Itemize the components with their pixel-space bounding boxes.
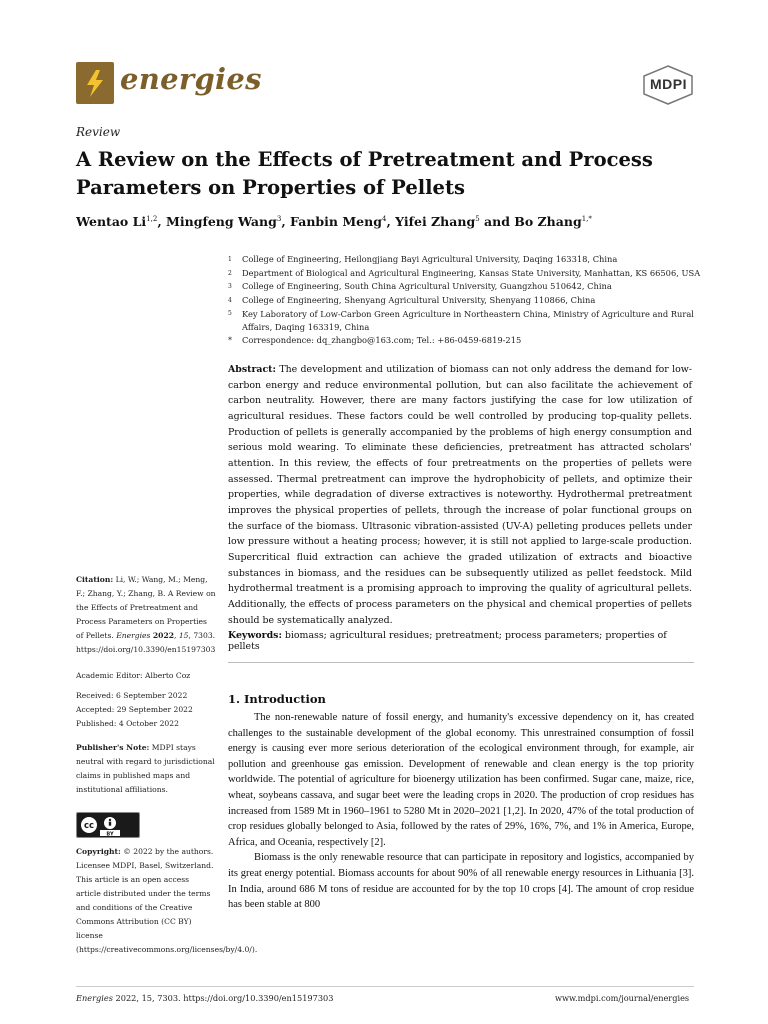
creative-commons-icon <box>77 813 139 837</box>
affiliation-item: 2 Department of Biological and Agricultural Engineering, Kansas State University, Manhattan, KS 66506, USA <box>228 268 701 278</box>
author-name[interactable]: Wentao Li <box>76 214 147 229</box>
copyright-block: Copyright: © 2022 by the authors. Licensee MDPI, Basel, Switzerland. This article is an open access article distributed under the terms and conditions of the Creative Commons Attribution (CC BY) license (https://creativecommons.org/licenses/by/4.0/). <box>76 847 258 954</box>
cc-by-license-badge[interactable] <box>76 812 140 838</box>
received-date: Received: 6 September 2022 <box>76 691 188 700</box>
author-name[interactable]: Fanbin Meng <box>290 214 382 229</box>
keywords-text: biomass; agricultural residues; pretreatment; process parameters; properties of pellets <box>228 630 667 652</box>
author-affil-sup: 3 <box>276 214 282 223</box>
abstract-text: The development and utilization of biomass can not only address the demand for low-carbon energy and reduce environmental pollution, but can also facilitate the achievement of carbon neutrality. However, there are many factors justifying the case for low utilization of agricultural residues. These factors could be well controlled by producing top-quality pellets. Production of pellets is generally accompanied by the problems of high energy consumption and serious mold wearing. To eliminate these deficiencies, pretreatment has attracted scholars' attention. In this review, the effects of four pretreatments on the properties of pellets were assessed. Thermal pretreatment can improve the hydrophobicity of pellets, and optimize their properties, while degradation of diverse extractives is noteworthy. Hydrothermal pretreatment improves the physical properties of pellets, through the increase of polar functional groups on the surface of the biomass. Ultrasonic vibration-assisted (UV-A) pelleting produces pellets under low pressure without a heating process; however, it is still not applied to large-scale production. Supercritical fluid extraction can achieve the graded utilization of extracts and bioactive substances in biomass, and the residues can be subsequently utilized as pellet feedstock. Mild hydrothermal treatment is a promising approach to improving the quality of agricultural pellets. Additionally, the effects of process parameters on the physical and chemical properties of pellets should be systematically analyzed. <box>228 364 693 626</box>
footer-journal-url[interactable]: www.mdpi.com/journal/energies <box>555 993 690 1003</box>
footer-citation: Energies 2022, 15, 7303. https://doi.org/10.3390/en15197303 <box>76 993 334 1003</box>
author-name[interactable]: Bo Zhang <box>514 214 582 229</box>
footer-doi-link[interactable]: https://doi.org/10.3390/en15197303 <box>183 993 334 1003</box>
publisher-note: Publisher's Note: MDPI stays neutral with regard to jurisdictional claims in published maps and institutional affiliations. <box>76 743 215 794</box>
paragraph: The non-renewable nature of fossil energy, and humanity's excessive dependency on it, has created challenges to the sustainable development of the global economy. This unrestrained consumption of fossil energy is causing ever more serious deterioration of the ecological environment through, for example, air pollution and greenhouse gas emission. Development of renewable and clean energy is the top priority worldwide. The potential of agriculture for bioenergy utilization has been confirmed. Sugar cane, maize, rice, wheat, soybeans cassava, and sugar beet were the leading crops in 2020. The production of crop residues has increased from 1589 Mt in 1960–1961 to 5280 Mt in 2020–2021 [1,2]. In 2020, 47% of the total production of crop residues globally belonged to Asia, followed by the rates of 29%, 16%, 7%, and 1% in America, Europe, Africa, and Oceania, respectively [2]. <box>228 712 694 848</box>
section-heading: 1. Introduction <box>228 692 326 706</box>
introduction-body <box>228 710 694 913</box>
accepted-date: Accepted: 29 September 2022 <box>76 705 193 714</box>
citation-doi-link[interactable]: https://doi.org/10.3390/en15197303 <box>76 645 216 654</box>
author-affil-sup: 1,* <box>581 214 592 223</box>
abstract-label: Abstract: <box>228 364 276 375</box>
author-name[interactable]: Mingfeng Wang <box>166 214 277 229</box>
correspondence: * Correspondence: dq_zhangbo@163.com; Tel.: +86-0459-6819-215 <box>228 335 522 345</box>
lightning-icon <box>76 62 114 104</box>
author-affil-sup: 4 <box>381 214 387 223</box>
affiliation-item: 5 Key Laboratory of Low-Carbon Green Agriculture in Northeastern China, Ministry of Agriculture and Rural Affairs, Daqing 163319, China <box>228 309 694 332</box>
cc-label: cc <box>83 821 95 831</box>
divider <box>228 662 694 663</box>
author-name[interactable]: Yifei Zhang <box>395 214 476 229</box>
keywords-label: Keywords: <box>228 630 282 641</box>
author-affil-sup: 5 <box>475 214 480 223</box>
article-type: Review <box>76 125 121 139</box>
journal-logo <box>76 62 114 104</box>
footer-divider <box>76 986 694 987</box>
keywords <box>228 630 698 652</box>
citation-block: Citation: Li, W.; Wang, M.; Meng, F.; Zhang, Y.; Zhang, B. A Review on the Effects of Pretreatment and Process Parameters on Properties of Pellets. Energies 2022, 15, 7303. https://doi.org/10.3390/en15197303 <box>76 575 216 654</box>
article-title: A Review on the Effects of Pretreatment and Process Parameters on Properties of Pellets <box>76 148 653 199</box>
affiliation-item: 1 College of Engineering, Heilongjiang Bayi Agricultural University, Daqing 163318, China <box>228 254 618 264</box>
abstract <box>228 362 692 628</box>
by-label: BY <box>106 831 114 837</box>
published-date: Published: 4 October 2022 <box>76 719 179 728</box>
author-affil-sup: 1,2 <box>146 214 158 223</box>
author-list: Wentao Li$^{1,2}$, Mingfeng Wang$^3$, Fanbin Meng$^4$, Yifei Zhang$^5$ and Bo Zhang$^{1,*}$ <box>76 214 592 229</box>
journal-name[interactable]: energies <box>120 62 262 96</box>
affiliation-item: 3 College of Engineering, South China Agricultural University, Guangzhou 510642, China <box>228 281 612 291</box>
affiliation-item: 4 College of Engineering, Shenyang Agricultural University, Shenyang 110866, China <box>228 295 596 305</box>
paragraph: Biomass is the only renewable resource that can participate in repository and logistics, accompanied by its great energy potential. Biomass accounts for about 90% of all renewable energy resources in Lithuania [3]. In India, around 686 M tons of residue are accounted for by the top 10 crops [4]. The amount of crop residue has been stable at 800 <box>228 852 694 911</box>
academic-editor: Academic Editor: Alberto Coz <box>76 671 191 680</box>
publisher-logo[interactable]: MDPI <box>650 76 687 92</box>
